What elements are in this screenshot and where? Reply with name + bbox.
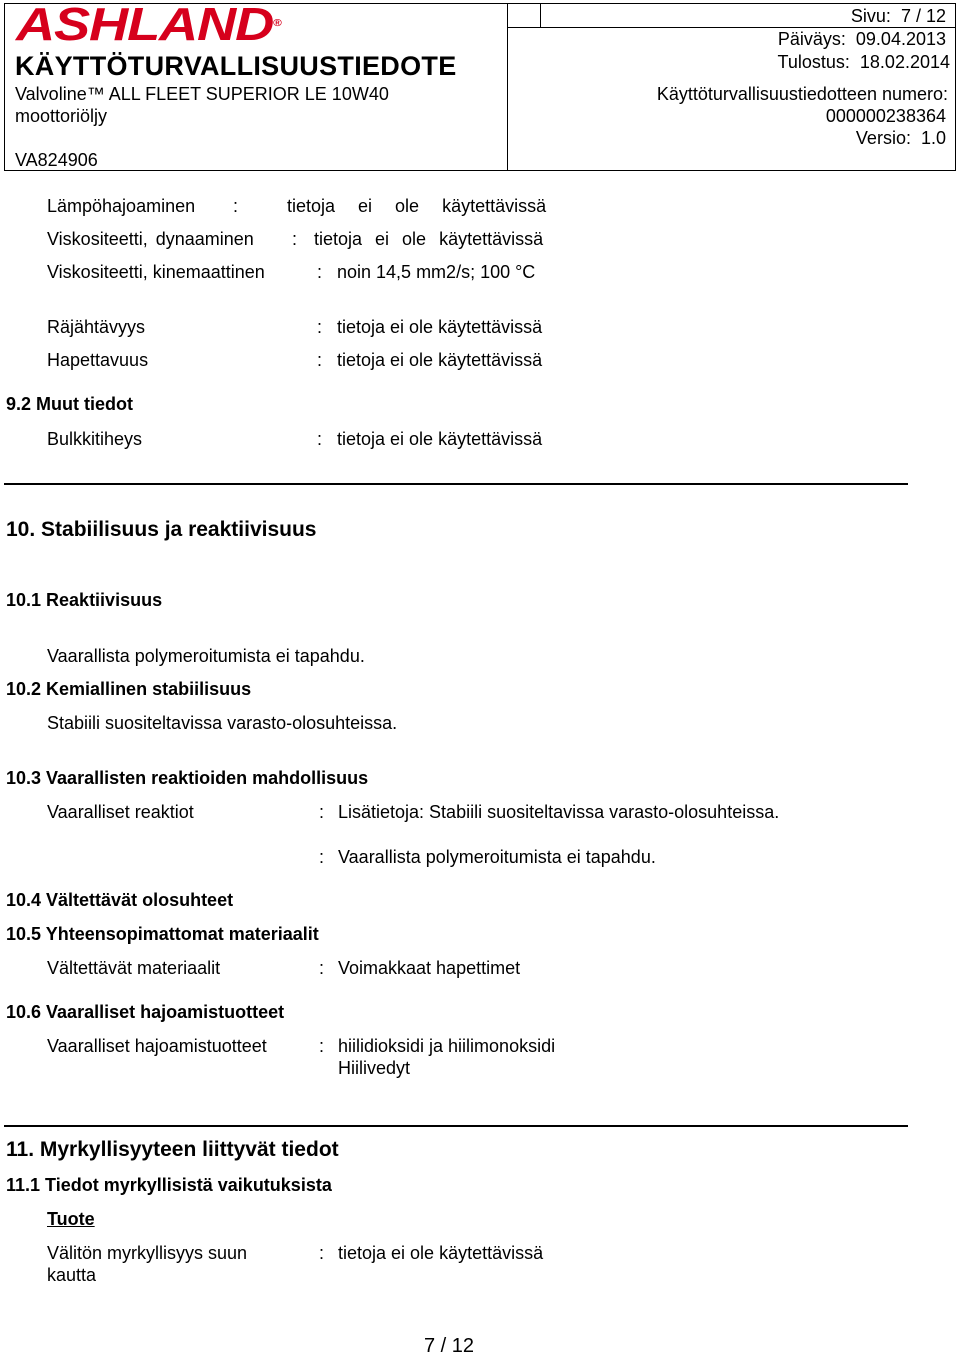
section-10-heading: 10. Stabiilisuus ja reaktiivisuus	[6, 518, 317, 541]
section-10-5-heading: 10.5 Yhteensopimattomat materiaalit	[6, 924, 319, 944]
property-value: tietoja ei ole käytettävissä	[287, 196, 547, 216]
property-value: tietoja ei ole käytettävissä	[314, 229, 544, 249]
property-label: Välitön myrkyllisyys suun	[47, 1243, 248, 1263]
property-colon: :	[319, 847, 325, 867]
ashland-logo: ASHLAND®	[16, 0, 281, 50]
property-colon: :	[317, 429, 323, 449]
section-10-2-heading: 10.2 Kemiallinen stabiilisuus	[6, 679, 252, 699]
reactivity-text: Vaarallista polymeroitumista ei tapahdu.	[47, 646, 365, 666]
document-title: KÄYTTÖTURVALLISUUSTIEDOTE	[15, 51, 457, 81]
property-label: kautta	[47, 1265, 97, 1285]
section-10-4-heading: 10.4 Vältettävät olosuhteet	[6, 890, 234, 910]
property-value: hiilidioksidi ja hiilimonoksidi	[338, 1036, 556, 1056]
print-date: Tulostus: 18.02.2014	[777, 52, 950, 72]
revision-date: Päiväys: 09.04.2013	[777, 29, 946, 49]
property-label: Vaaralliset reaktiot	[47, 802, 194, 822]
property-value: Lisätietoja: Stabiili suositeltavissa varasto-olosuhteissa.	[338, 802, 780, 822]
property-colon: :	[233, 196, 239, 216]
property-value: Vaarallista polymeroitumista ei tapahdu.	[338, 847, 656, 867]
product-code: VA824906	[15, 150, 98, 170]
header-divider	[507, 3, 508, 171]
sds-number-label: Käyttöturvallisuustiedotteen numero:	[656, 84, 948, 104]
property-value: noin 14,5 mm2/s; 100 °C	[337, 262, 536, 282]
stability-text: Stabiili suositeltavissa varasto-olosuhteissa.	[47, 713, 398, 733]
property-label: Hapettavuus	[47, 350, 149, 370]
property-colon: :	[317, 317, 323, 337]
section-9-2-heading: 9.2 Muut tiedot	[6, 394, 133, 414]
property-value: tietoja ei ole käytettävissä	[338, 1243, 544, 1263]
property-label: Viskositeetti, kinemaattinen	[47, 262, 265, 282]
property-colon: :	[292, 229, 298, 249]
product-name: Valvoline™ ALL FLEET SUPERIOR LE 10W40	[15, 84, 389, 104]
property-value: tietoja ei ole käytettävissä	[337, 429, 543, 449]
version: Versio: 1.0	[855, 128, 946, 148]
property-label: Viskositeetti, dynaaminen	[47, 229, 254, 249]
property-label: Bulkkitiheys	[47, 429, 143, 449]
property-colon: :	[317, 350, 323, 370]
property-value: Voimakkaat hapettimet	[338, 958, 521, 978]
property-colon: :	[319, 802, 325, 822]
section-11-heading: 11. Myrkyllisyyteen liittyvät tiedot	[6, 1138, 339, 1161]
section-divider	[4, 483, 908, 485]
page-number: Sivu: 7 / 12	[850, 6, 946, 26]
header-cell-divider	[540, 3, 541, 27]
section-10-3-heading: 10.3 Vaarallisten reaktioiden mahdollisuus	[6, 768, 369, 788]
property-label: Räjähtävyys	[47, 317, 146, 337]
product-type: moottoriöljy	[15, 106, 108, 126]
section-11-1-heading: 11.1 Tiedot myrkyllisistä vaikutuksista	[6, 1175, 332, 1195]
property-value: tietoja ei ole käytettävissä	[337, 317, 543, 337]
footer-page-number: 7 / 12	[424, 1335, 475, 1357]
property-colon: :	[319, 1243, 325, 1263]
property-label: Vaaralliset hajoamistuotteet	[47, 1036, 267, 1056]
property-label: Vältettävät materiaalit	[47, 958, 221, 978]
property-colon: :	[319, 1036, 325, 1056]
property-value: Hiilivedyt	[338, 1058, 411, 1078]
section-10-1-heading: 10.1 Reaktiivisuus	[6, 590, 163, 610]
product-subheading: Tuote	[47, 1209, 95, 1229]
property-colon: :	[317, 262, 323, 282]
sds-number: 000000238364	[825, 106, 946, 126]
property-label: Lämpöhajoaminen	[47, 196, 196, 216]
property-value: tietoja ei ole käytettävissä	[337, 350, 543, 370]
property-colon: :	[319, 958, 325, 978]
section-10-6-heading: 10.6 Vaaralliset hajoamistuotteet	[6, 1002, 285, 1022]
section-divider	[4, 1125, 908, 1127]
